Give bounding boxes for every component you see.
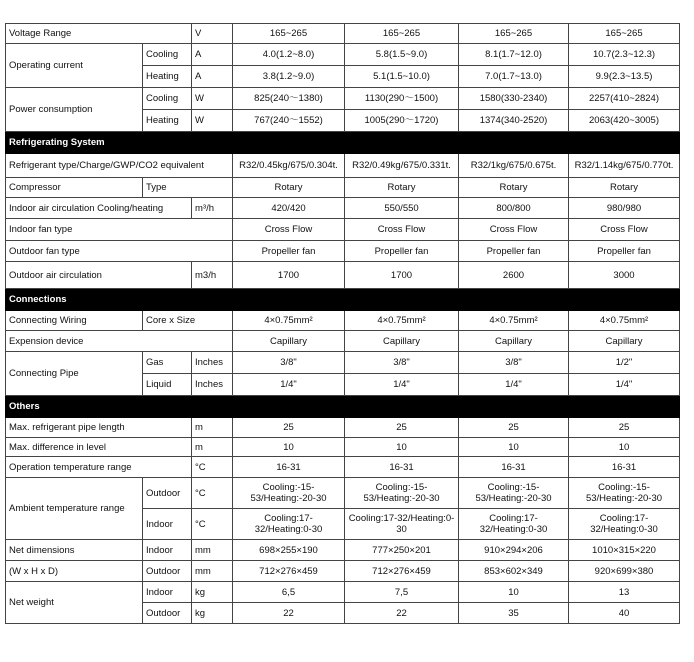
section-header-row	[6, 396, 680, 418]
value-cell: R32/0.45kg/675/0.304t.	[233, 154, 345, 178]
spec-table	[5, 23, 680, 624]
value-cell: 25	[459, 418, 569, 438]
label-cell: Liquid	[143, 374, 192, 396]
value-cell: 16-31	[233, 457, 345, 478]
label-cell: kg	[192, 603, 233, 624]
value-cell: 16-31	[345, 457, 459, 478]
table-row	[6, 88, 680, 110]
label-cell: Outdoor	[143, 561, 192, 582]
table-row	[6, 311, 680, 331]
value-cell: 22	[233, 603, 345, 624]
label-cell: mm	[192, 540, 233, 561]
value-cell: Capillary	[233, 331, 345, 352]
table-row	[6, 24, 680, 44]
value-cell: 9.9(2.3~13.5)	[569, 66, 680, 88]
label-cell: Compressor	[6, 178, 143, 198]
value-cell: Rotary	[345, 178, 459, 198]
table-row	[6, 241, 680, 262]
value-cell: 3/8"	[345, 352, 459, 374]
label-cell: Type	[143, 178, 233, 198]
value-cell: Propeller fan	[569, 241, 680, 262]
value-cell: 35	[459, 603, 569, 624]
value-cell: 16-31	[569, 457, 680, 478]
label-cell: W	[192, 110, 233, 132]
value-cell: R32/1.14kg/675/0.770t.	[569, 154, 680, 178]
table-row	[6, 44, 680, 66]
value-cell: Capillary	[345, 331, 459, 352]
label-cell: A	[192, 66, 233, 88]
label-cell: W	[192, 88, 233, 110]
value-cell: 5.1(1.5~10.0)	[345, 66, 459, 88]
value-cell: 712×276×459	[345, 561, 459, 582]
value-cell: R32/1kg/675/0.675t.	[459, 154, 569, 178]
label-cell: Operating current	[6, 44, 143, 88]
label-cell: (W x H x D)	[6, 561, 143, 582]
label-cell: Outdoor fan type	[6, 241, 233, 262]
value-cell: 10	[233, 438, 345, 457]
value-cell: 550/550	[345, 198, 459, 219]
value-cell: 13	[569, 582, 680, 603]
value-cell: R32/0.49kg/675/0.331t.	[345, 154, 459, 178]
table-row	[6, 561, 680, 582]
value-cell: Cross Flow	[569, 219, 680, 241]
label-cell: °C	[192, 509, 233, 540]
table-row	[6, 154, 680, 178]
value-cell: Propeller fan	[233, 241, 345, 262]
value-cell: 3000	[569, 262, 680, 289]
label-cell: A	[192, 44, 233, 66]
section-header-row	[6, 289, 680, 311]
value-cell: 1700	[345, 262, 459, 289]
value-cell: Cross Flow	[233, 219, 345, 241]
section-title: Refrigerating System	[6, 132, 680, 154]
section-title: Others	[6, 396, 680, 418]
label-cell: Ambient temperature range	[6, 478, 143, 540]
value-cell: 1580(330-2340)	[459, 88, 569, 110]
table-row	[6, 331, 680, 352]
table-row	[6, 352, 680, 374]
value-cell: 1/4"	[233, 374, 345, 396]
value-cell: 1130(290～1500)	[345, 88, 459, 110]
value-cell: 698×255×190	[233, 540, 345, 561]
value-cell: 4×0.75mm²	[569, 311, 680, 331]
value-cell: 7,5	[345, 582, 459, 603]
value-cell: Cross Flow	[459, 219, 569, 241]
label-cell: Heating	[143, 110, 192, 132]
value-cell: 165~265	[569, 24, 680, 44]
value-cell: 4.0(1.2~8.0)	[233, 44, 345, 66]
value-cell: 980/980	[569, 198, 680, 219]
label-cell: kg	[192, 582, 233, 603]
value-cell: 420/420	[233, 198, 345, 219]
value-cell: Cooling:-15-53/Heating:-20-30	[345, 478, 459, 509]
value-cell: Rotary	[233, 178, 345, 198]
label-cell: °C	[192, 478, 233, 509]
label-cell: Inches	[192, 374, 233, 396]
value-cell: 910×294×206	[459, 540, 569, 561]
value-cell: 10	[569, 438, 680, 457]
value-cell: Cooling:17-32/Heating:0-30	[569, 509, 680, 540]
label-cell: m	[192, 438, 233, 457]
value-cell: 5.8(1.5~9.0)	[345, 44, 459, 66]
value-cell: 3/8"	[233, 352, 345, 374]
table-row	[6, 438, 680, 457]
label-cell: Outdoor	[143, 478, 192, 509]
value-cell: 712×276×459	[233, 561, 345, 582]
value-cell: 6,5	[233, 582, 345, 603]
value-cell: 777×250×201	[345, 540, 459, 561]
value-cell: 1/2"	[569, 352, 680, 374]
value-cell: 7.0(1.7~13.0)	[459, 66, 569, 88]
label-cell: Indoor	[143, 582, 192, 603]
label-cell: Indoor	[143, 509, 192, 540]
table-row	[6, 219, 680, 241]
label-cell: Refrigerant type/Charge/GWP/CO2 equivalent	[6, 154, 233, 178]
value-cell: Propeller fan	[345, 241, 459, 262]
value-cell: 1010×315×220	[569, 540, 680, 561]
value-cell: 4×0.75mm²	[459, 311, 569, 331]
value-cell: 16-31	[459, 457, 569, 478]
value-cell: 165~265	[345, 24, 459, 44]
label-cell: Indoor fan type	[6, 219, 233, 241]
value-cell: Cooling:-15-53/Heating:-20-30	[233, 478, 345, 509]
value-cell: 2600	[459, 262, 569, 289]
value-cell: 825(240～1380)	[233, 88, 345, 110]
value-cell: Cross Flow	[345, 219, 459, 241]
label-cell: Indoor	[143, 540, 192, 561]
value-cell: 40	[569, 603, 680, 624]
label-cell: Operation temperature range	[6, 457, 192, 478]
label-cell: V	[192, 24, 233, 44]
value-cell: Cooling:17-32/Heating:0-30	[345, 509, 459, 540]
value-cell: 25	[569, 418, 680, 438]
value-cell: 920×699×380	[569, 561, 680, 582]
value-cell: 165~265	[459, 24, 569, 44]
spec-table-body	[6, 24, 680, 624]
label-cell: m3/h	[192, 262, 233, 289]
value-cell: 1/4"	[459, 374, 569, 396]
table-row	[6, 262, 680, 289]
value-cell: 800/800	[459, 198, 569, 219]
value-cell: Cooling:-15-53/Heating:-20-30	[459, 478, 569, 509]
value-cell: 25	[233, 418, 345, 438]
label-cell: Max. refrigerant pipe length	[6, 418, 192, 438]
value-cell: 767(240～1552)	[233, 110, 345, 132]
value-cell: Capillary	[459, 331, 569, 352]
label-cell: Voltage Range	[6, 24, 192, 44]
label-cell: Indoor air circulation Cooling/heating	[6, 198, 192, 219]
label-cell: Net dimensions	[6, 540, 143, 561]
label-cell: m³/h	[192, 198, 233, 219]
table-row	[6, 457, 680, 478]
table-row	[6, 478, 680, 509]
table-row	[6, 418, 680, 438]
label-cell: Gas	[143, 352, 192, 374]
value-cell: 1005(290～1720)	[345, 110, 459, 132]
value-cell: 1700	[233, 262, 345, 289]
value-cell: 10.7(2.3~12.3)	[569, 44, 680, 66]
label-cell: Connecting Pipe	[6, 352, 143, 396]
table-row	[6, 198, 680, 219]
value-cell: 2257(410~2824)	[569, 88, 680, 110]
label-cell: °C	[192, 457, 233, 478]
section-title: Connections	[6, 289, 680, 311]
label-cell: Net weight	[6, 582, 143, 624]
label-cell: m	[192, 418, 233, 438]
value-cell: 10	[345, 438, 459, 457]
table-row	[6, 178, 680, 198]
value-cell: 853×602×349	[459, 561, 569, 582]
label-cell: Heating	[143, 66, 192, 88]
label-cell: Connecting Wiring	[6, 311, 143, 331]
value-cell: 3.8(1.2~9.0)	[233, 66, 345, 88]
label-cell: Cooling	[143, 44, 192, 66]
value-cell: Cooling:17-32/Heating:0-30	[233, 509, 345, 540]
value-cell: 25	[345, 418, 459, 438]
label-cell: Inches	[192, 352, 233, 374]
label-cell: Expension device	[6, 331, 233, 352]
value-cell: 1374(340-2520)	[459, 110, 569, 132]
value-cell: 1/4"	[569, 374, 680, 396]
label-cell: Outdoor	[143, 603, 192, 624]
value-cell: 4×0.75mm²	[345, 311, 459, 331]
table-row	[6, 582, 680, 603]
value-cell: Cooling:-15-53/Heating:-20-30	[569, 478, 680, 509]
value-cell: Rotary	[459, 178, 569, 198]
value-cell: 3/8"	[459, 352, 569, 374]
label-cell: mm	[192, 561, 233, 582]
value-cell: 2063(420~3005)	[569, 110, 680, 132]
value-cell: 1/4"	[345, 374, 459, 396]
label-cell: Max. difference in level	[6, 438, 192, 457]
label-cell: Cooling	[143, 88, 192, 110]
value-cell: 10	[459, 438, 569, 457]
value-cell: 22	[345, 603, 459, 624]
value-cell: 8.1(1.7~12.0)	[459, 44, 569, 66]
value-cell: Rotary	[569, 178, 680, 198]
value-cell: 10	[459, 582, 569, 603]
label-cell: Power consumption	[6, 88, 143, 132]
value-cell: Propeller fan	[459, 241, 569, 262]
label-cell: Outdoor air circulation	[6, 262, 192, 289]
value-cell: Cooling:17-32/Heating:0-30	[459, 509, 569, 540]
label-cell: Core x Size	[143, 311, 233, 331]
value-cell: 165~265	[233, 24, 345, 44]
value-cell: Capillary	[569, 331, 680, 352]
table-row	[6, 540, 680, 561]
value-cell: 4×0.75mm²	[233, 311, 345, 331]
section-header-row	[6, 132, 680, 154]
